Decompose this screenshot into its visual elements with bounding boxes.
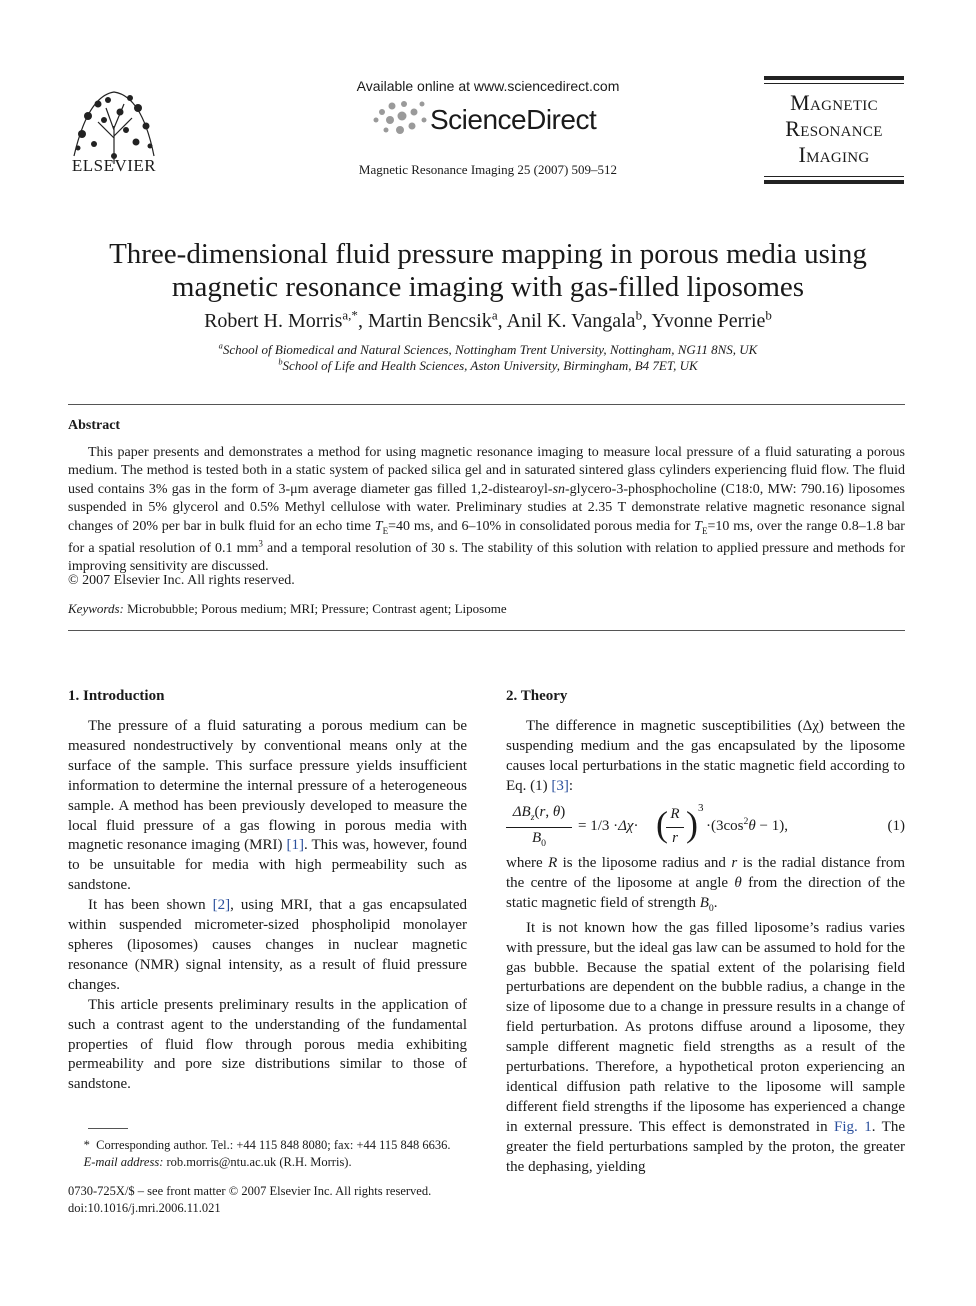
equation-inner-numerator: R <box>670 806 680 822</box>
paragraph-text: The difference in magnetic susceptibilities (Δχ) between the suspending medium and the gas encapsulated by the liposome causes local perturbations in the static magnetic field according to Eq. (1) <box>506 718 905 794</box>
equation-rhs: = 1/3 ·Δχ· <box>578 818 639 834</box>
reference-link[interactable]: [3] <box>551 777 569 794</box>
front-matter-note: 0730-725X/$ – see front matter © 2007 Elsevier Inc. All rights reserved. <box>68 1184 432 1198</box>
equation-denominator: $B_0$ <box>531 830 547 849</box>
theory-body-1 <box>506 717 905 797</box>
equation-exponent: 3 <box>698 802 704 814</box>
doi[interactable]: doi:10.1016/j.mri.2006.11.021 <box>68 1201 221 1215</box>
footnote-divider <box>88 1128 128 1129</box>
keywords <box>68 601 507 617</box>
keywords-list: Microbubble; Porous medium; MRI; Pressure; Contrast agent; Liposome <box>127 601 507 616</box>
author-affiliation-marker: b <box>635 307 643 323</box>
abstract-heading: Abstract <box>68 418 121 433</box>
paragraph-text: : <box>568 777 574 794</box>
paragraph: where R is the liposome radius and r is the radial distance from the centre of the liposome at angle θ from the direction of the static magnetic field of strength $B_0$. <box>506 855 905 914</box>
keywords-label: Keywords: <box>68 601 124 616</box>
author-list: Robert H. Morris$^{a,*}$, Martin Bencsik$^a$, Anil K. Vangala$^b$, Yvonne Perrie$^b$ <box>204 307 772 332</box>
figure-link[interactable]: Fig. 1 <box>834 1118 872 1135</box>
paragraph-text: is the liposome radius and <box>557 855 732 871</box>
affiliation-a-text: School of Biomedical and Natural Sciences, Nottingham Trent University, Nottingham, NG11 8NS, UK <box>222 342 758 357</box>
equation-bracket: ( <box>656 804 668 844</box>
author-name: Martin Bencsik <box>367 310 492 332</box>
equation-bracket: ) <box>686 804 698 844</box>
paragraph-text: . <box>713 894 718 911</box>
paragraph <box>506 717 905 797</box>
author-affiliation-marker: b <box>765 307 772 323</box>
section-heading-introduction: 1. Introduction <box>68 688 165 704</box>
journal-title-line-2: Resonance <box>785 116 883 141</box>
paragraph-text: . The greater the field perturbations sampled by the proton, the greater the dephasing, yielding <box>506 1118 905 1175</box>
article-title-line-2: magnetic resonance imaging with gas-filled liposomes <box>171 271 805 303</box>
journal-title-line-1: Magnetic <box>790 90 878 115</box>
affiliation-a: $^a$School of Biomedical and Natural Sciences, Nottingham Trent University, Nottingham, NG11 8NS, UK <box>218 340 758 357</box>
equation-fraction-bar <box>666 827 684 828</box>
journal-title <box>764 90 904 168</box>
paragraph-text: It is not known how the gas filled liposome’s radius varies with pressure, but the ideal gas law can be assumed to hold for the gas bubble. Because the spatial extent of the polarising field perturbations are dependent on the bubble radius, a change in the size of liposome due to a change in pressure results in a change of field perturbation. As protons diffuse around a liposome, they sample different magnetic field strengths as a result of the perturbations. Therefore, a hypothetical proton experiencing an identical diffusion path relative to the liposome will sample different field strengths if the liposome has experienced a change in external pressure. This effect is demonstrated in <box>506 919 905 1135</box>
author-name: Robert H. Morris <box>204 310 343 332</box>
journal-title-line-3: Imaging <box>798 142 870 167</box>
sciencedirect-wordmark: ScienceDirect <box>430 104 597 135</box>
article-title <box>60 238 916 304</box>
abstract-text: -glycero-3-phosphocholine (C18:0, MW: 790.16) liposomes suspended in 5% glycerol and 0.5% Methyl cellulose with water. Preliminary studies at 2.35 T demonstrate relative magnetic resonance signal changes of 20% per bar in bulk fluid for an echo time <box>68 481 906 534</box>
author-name: Anil K. Vangala <box>506 310 636 332</box>
paragraph-text: The pressure of a fluid saturating a porous medium can be measured nondestructively by conventional means only at the surface of the sample. This surface pressure yields insufficient information to determine the internal pressure of a heterogeneous sample. A method has been previously developed to measure the local fluid pressure of a gas flowing in porous media with magnetic resonance imaging (MRI) <box>68 718 467 854</box>
author-affiliation-marker: a,* <box>342 307 358 323</box>
section-heading-theory: 2. Theory <box>506 688 568 704</box>
abstract-copyright: © 2007 Elsevier Inc. All rights reserved. <box>68 573 295 588</box>
paragraph <box>68 896 467 996</box>
divider <box>68 630 905 631</box>
reference-link[interactable]: [2] <box>212 897 231 914</box>
introduction-body <box>68 717 467 1095</box>
abstract-italic-sn: sn <box>552 481 566 497</box>
author-affiliation-marker: a <box>491 307 498 323</box>
abstract-text: and a temporal resolution of 30 s. The stability of this solution with relation to applied pressure and methods for improving sensitivity are discussed. <box>68 540 905 575</box>
paragraph-text: is the radial distance from the centre of the liposome at angle <box>506 855 905 891</box>
author-name: Yvonne Perrie <box>651 310 766 332</box>
publisher-name: ELSEVIER <box>71 156 157 175</box>
paragraph-text: from the direction of the static magnetic field of strength <box>506 874 905 911</box>
paragraph-text: It has been shown <box>88 897 213 914</box>
available-online-text[interactable]: Available online at www.sciencedirect.com <box>356 78 620 94</box>
journal-logo-box <box>764 76 904 184</box>
paragraph <box>68 717 467 896</box>
email-label: E-mail address: <box>83 1155 164 1169</box>
paragraph-text: , using MRI, that a gas encapsulated within suspended micrometer-sized phospholipid monolayer spheres (liposomes) causes changes in nuclear magnetic resonance (NMR) signal intensity, as a result of fluid pressure changes. <box>68 897 467 993</box>
abstract-text: =10 ms, over the range 0.8–1.8 bar for a spatial resolution of 0.1 mm <box>68 518 905 556</box>
equation-number: (1) <box>887 818 905 834</box>
divider <box>68 404 905 405</box>
abstract-text: This paper presents and demonstrates a method for using magnetic resonance imaging to measure local pressure of a fluid saturating a porous medium. The method is tested both in a static system of packed silica gel and in saturated sintered glass cylinders experiencing fluid flow. The fluid used contains 3% gas in the form of 3-μm average diameter gas filled 1,2-distearoyl- <box>68 445 905 497</box>
footnote-text: Corresponding author. Tel.: +44 115 848 8080; fax: +44 115 848 6636. <box>96 1138 451 1152</box>
email-note <box>68 1154 467 1171</box>
equation-1 <box>506 800 905 856</box>
equation-fraction-bar <box>506 827 572 828</box>
paragraph: This article presents preliminary results in the application of such a contrast agent to the understanding of the fundamental properties of fluid flow through porous media exhibiting permeability and pore size distributions similar to those of sandstone. <box>68 996 467 1093</box>
paragraph-text: where <box>506 855 549 871</box>
email-address[interactable]: rob.morris@ntu.ac.uk (R.H. Morris). <box>166 1155 352 1169</box>
reference-link[interactable]: [1] <box>286 837 304 854</box>
paragraph <box>506 919 905 1178</box>
abstract-body: This paper presents and demonstrates a method for using magnetic resonance imaging to measure local pressure of a fluid saturating a porous medium. The method is tested both in a static system of packed silica gel and in saturated sintered glass cylinders experiencing fluid flow. The fluid used contains 3% gas in the form of 3-μm average diameter gas filled 1,2-distearoyl-sn-glycero-3-phosphocholine (C18:0, MW: 790.16) liposomes suspended in 5% glycerol and 0.5% Methyl cellulose with water. Preliminary studies at 2.35 T demonstrate relative magnetic resonance signal changes of 20% per bar in bulk fluid for an echo time $T_E=40$ ms, and 6–10% in consolidated porous media for $T_E=10$ ms, over the range 0.8–1.8 bar for a spatial resolution of 0.1 $mm^3$ and a temporal resolution of 30 s. The stability of this solution with relation to applied pressure and methods for improving sensitivity are discussed. <box>68 445 906 575</box>
corresponding-author-note: * Corresponding author. Tel.: +44 115 848 8080; fax: +44 115 848 6636. <box>68 1138 451 1152</box>
journal-citation: Magnetic Resonance Imaging 25 (2007) 509–512 <box>358 162 618 177</box>
equation-numerator: $\Delta B_z(r$, θ) <box>512 804 566 823</box>
paragraph-text: . This was, however, found to be unsuitable for media with high permeability such as sandstone. <box>68 837 467 894</box>
equation-angular-term: $\cdot(3\cos^2\theta - 1)$, <box>706 816 788 834</box>
equation-inner-denominator: r <box>672 830 678 846</box>
abstract-text: =40 ms, and 6–10% in consolidated porous media for <box>388 518 695 534</box>
article-title-line-1: Three-dimensional fluid pressure mapping in porous media using <box>109 238 867 270</box>
affiliation-b-text: School of Life and Health Sciences, Aston University, Birmingham, B4 7ET, UK <box>282 358 698 373</box>
affiliation-b: $^b$School of Life and Health Sciences, Aston University, Birmingham, B4 7ET, UK <box>278 356 698 373</box>
theory-body-2 <box>506 854 905 1178</box>
